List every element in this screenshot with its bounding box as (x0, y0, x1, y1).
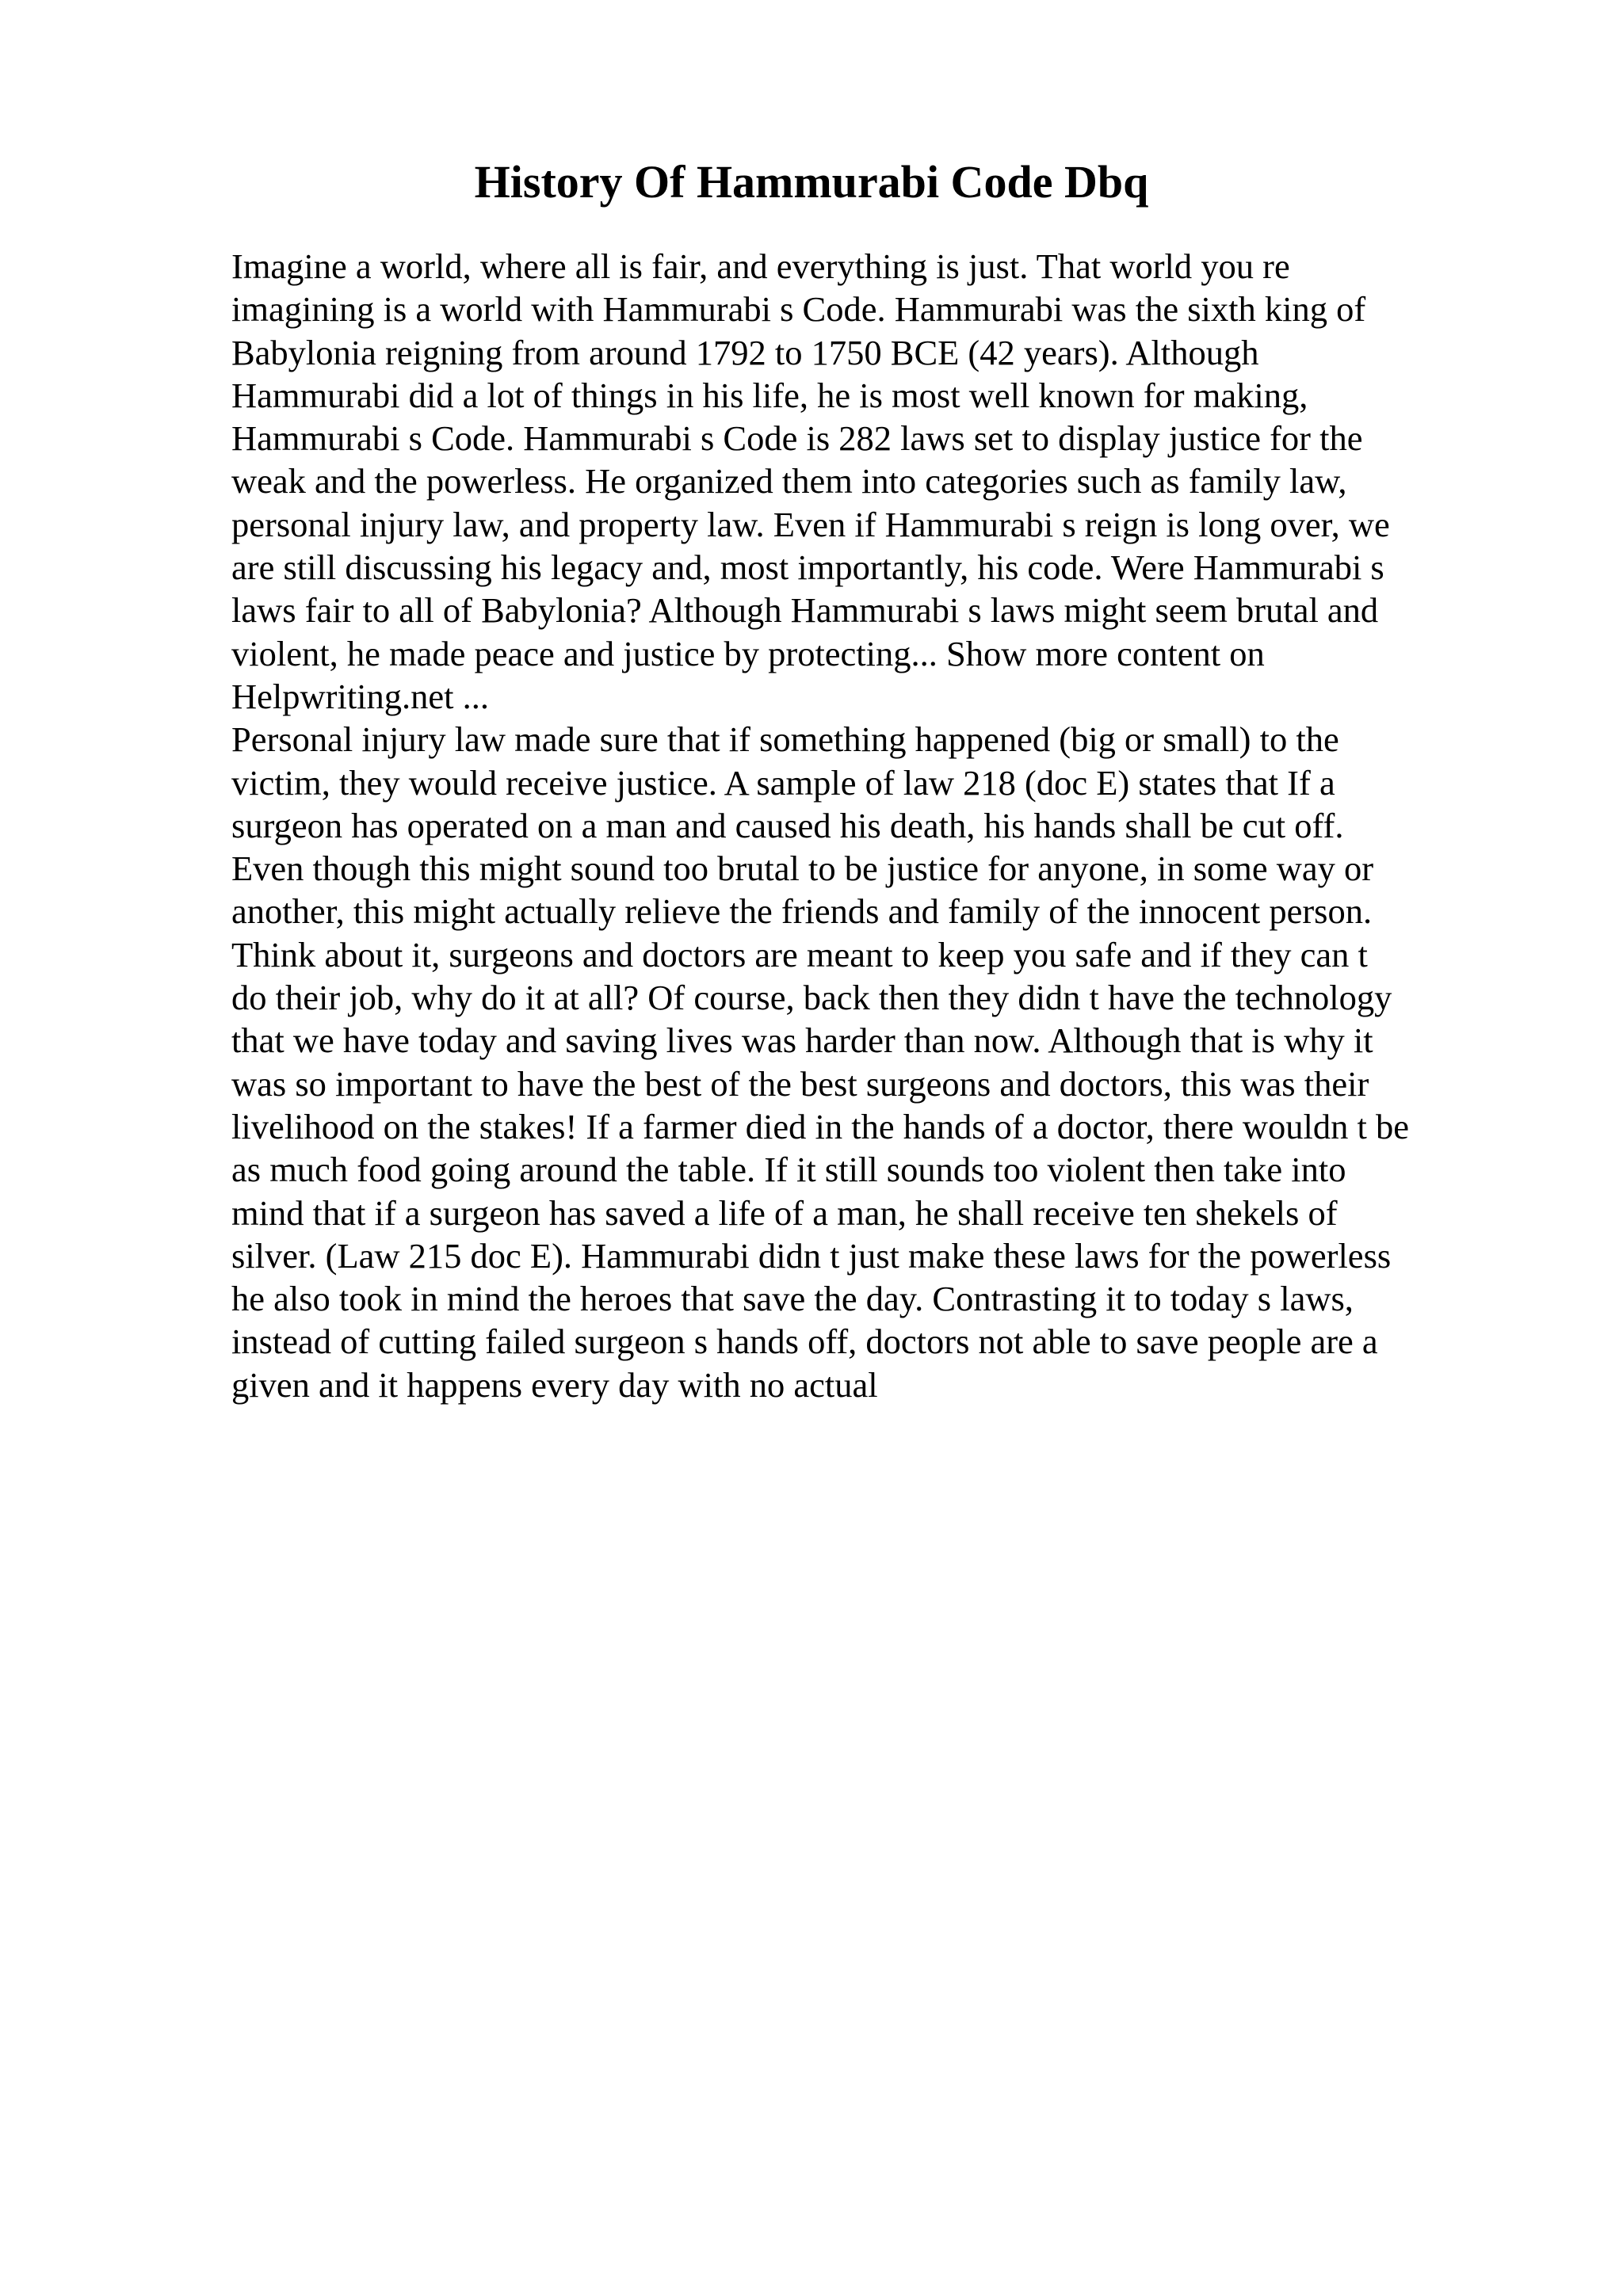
text-line: violent, he made peace and justice by protecting... Show more content on (231, 633, 1265, 673)
text-line: do their job, why do it at all? Of course, back then they didn t have the technology (231, 978, 1392, 1018)
text-line: silver. (Law 215 doc E). Hammurabi didn t just make these laws for the powerless (231, 1235, 1392, 1276)
text-line: as much food going around the table. If it still sounds too violent then take into (231, 1150, 1346, 1190)
text-line: Think about it, surgeons and doctors are meant to keep you safe and if they can t (231, 934, 1368, 974)
document-title: History Of Hammurabi Code Dbq (474, 156, 1149, 208)
text-line: Personal injury law made sure that if something happened (big or small) to the (231, 719, 1339, 760)
paragraph-1 (231, 245, 1484, 718)
text-line: Hammurabi did a lot of things in his life, he is most well known for making, (231, 375, 1308, 415)
text-line: given and it happens every day with no actual (231, 1364, 878, 1405)
text-line: laws fair to all of Babylonia? Although Hammurabi s laws might seem brutal and (231, 590, 1379, 631)
text-line: weak and the powerless. He organized them into categories such as family law, (231, 461, 1347, 502)
text-line: are still discussing his legacy and, most importantly, his code. Were Hammurabi s (231, 547, 1384, 588)
text-line: he also took in mind the heroes that save the day. Contrasting it to today s laws, (231, 1279, 1354, 1319)
paragraph-2 (231, 718, 1484, 1406)
text-line: livelihood on the stakes! If a farmer died in the hands of a doctor, there wouldn t be (231, 1106, 1410, 1146)
text-line: Imagine a world, where all is fair, and everything is just. That world you re (231, 246, 1290, 286)
text-line: Babylonia reigning from around 1792 to 1750 BCE (42 years). Although (231, 332, 1259, 372)
text-line: another, this might actually relieve the friends and family of the innocent person. (231, 891, 1373, 932)
text-line: that we have today and saving lives was harder than now. Although that is why it (231, 1020, 1373, 1061)
text-line: surgeon has operated on a man and caused his death, his hands shall be cut off. (231, 805, 1344, 845)
text-line: Hammurabi s Code. Hammurabi s Code is 282 laws set to display justice for the (231, 418, 1363, 459)
document-body (231, 245, 1484, 1406)
text-line: imagining is a world with Hammurabi s Code. Hammurabi was the sixth king of (231, 289, 1366, 330)
text-line: victim, they would receive justice. A sample of law 218 (doc E) states that If a (231, 762, 1335, 803)
text-line: instead of cutting failed surgeon s hands off, doctors not able to save people are a (231, 1322, 1378, 1362)
text-line: mind that if a surgeon has saved a life of a man, he shall receive ten shekels of (231, 1192, 1338, 1233)
text-line: was so important to have the best of the best surgeons and doctors, this was their (231, 1063, 1369, 1104)
text-line: personal injury law, and property law. Even if Hammurabi s reign is long over, we (231, 504, 1390, 544)
text-line: Even though this might sound too brutal to be justice for anyone, in some way or (231, 849, 1374, 889)
text-line: Helpwriting.net ... (231, 676, 490, 716)
